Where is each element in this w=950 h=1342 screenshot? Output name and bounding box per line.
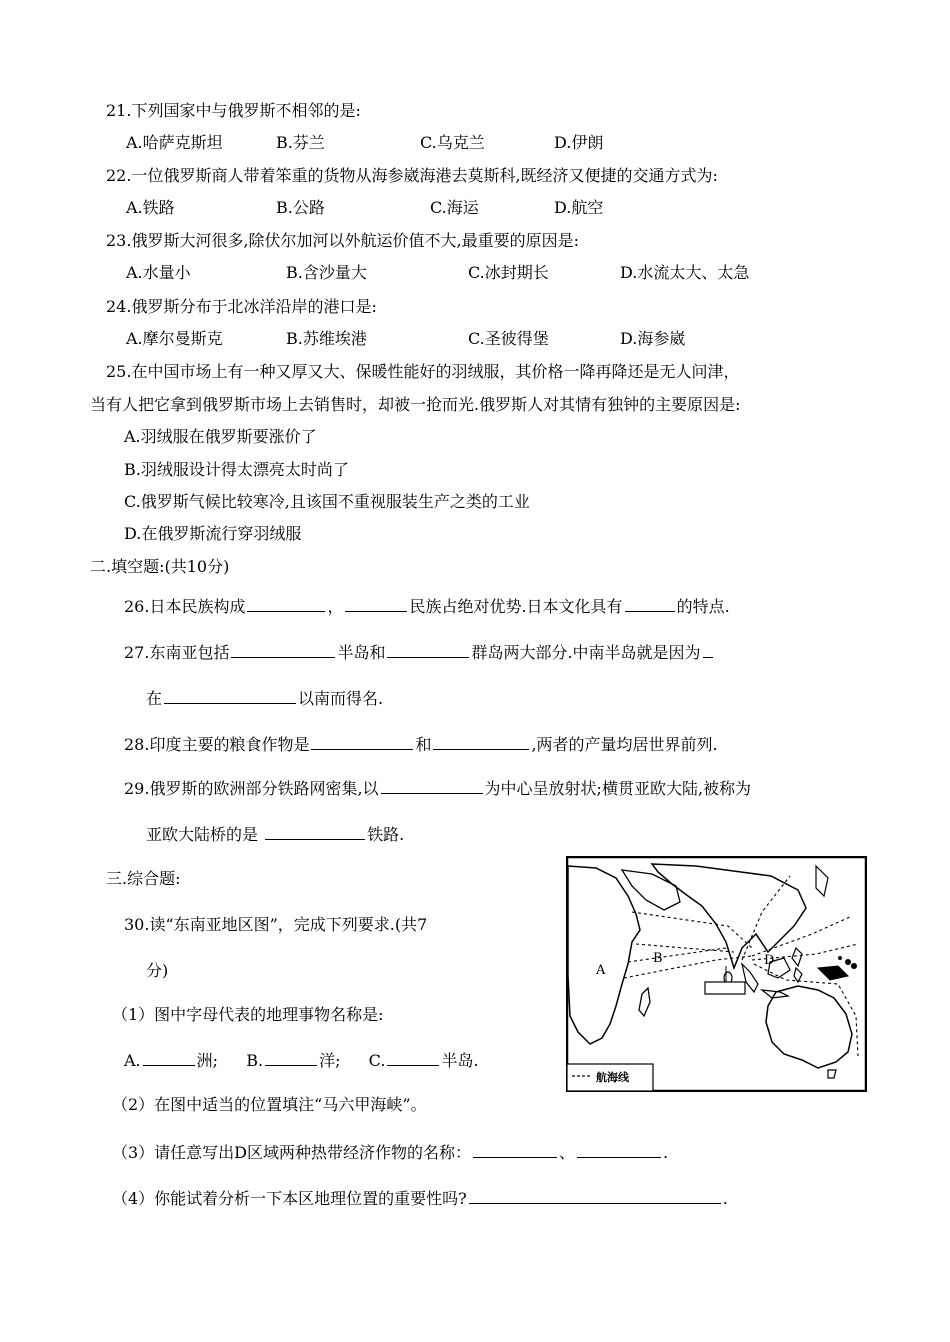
- map-legend-text: 航海线: [596, 1071, 629, 1084]
- q30-c-prefix: C.: [368, 1051, 386, 1070]
- map-label-b: B: [653, 951, 663, 966]
- q21-option-b: B.芬兰: [276, 133, 325, 152]
- q28-blank-2[interactable]: [433, 732, 529, 750]
- q22-option-c: C.海运: [430, 198, 479, 217]
- map-label-box: [705, 982, 745, 994]
- q28-text-2: 和: [415, 735, 432, 754]
- q30-sub-2: （2）在图中适当的位置填注“马六甲海峡”。: [112, 1095, 427, 1114]
- section-3-heading: 三.综合题:: [106, 869, 181, 888]
- q23-option-b: B.含沙量大: [286, 263, 367, 282]
- q23-option-c: C.冰封期长: [468, 263, 549, 282]
- q27-line-2: [146, 686, 383, 710]
- q29-line-1: [124, 776, 751, 800]
- q30-sub-3-separator: 、: [559, 1143, 576, 1162]
- q22-stem: 22.一位俄罗斯商人带着笨重的货物从海参崴海港去莫斯科,既经济又便捷的交通方式为:: [106, 166, 718, 185]
- q22-option-b: B.公路: [276, 198, 325, 217]
- q26-blank-2[interactable]: [345, 594, 407, 612]
- q30-sub-4-end: .: [722, 1189, 728, 1208]
- map-label-d: D: [764, 953, 775, 968]
- q25-option-d: D.在俄罗斯流行穿羽绒服: [124, 524, 302, 543]
- q30-b-blank[interactable]: [265, 1048, 317, 1066]
- q25-option-c: C.俄罗斯气候比较寒冷,且该国不重视服装生产之类的工业: [124, 492, 530, 511]
- q29-line-2: [146, 822, 404, 846]
- q30-sub-4-blank[interactable]: [469, 1186, 721, 1204]
- q29-text-2: 为中心呈放射状;横贯亚欧大陆,被称为: [484, 779, 752, 798]
- q30-crop-blank-1[interactable]: [473, 1140, 557, 1158]
- q30-c-blank[interactable]: [387, 1048, 439, 1066]
- q29-text-1: 29.俄罗斯的欧洲部分铁路网密集,以: [124, 779, 379, 798]
- q30-sub-3-end: .: [663, 1143, 669, 1162]
- q27-blank-2[interactable]: [387, 640, 469, 658]
- q23-option-d: D.水流太大、太急: [620, 263, 750, 282]
- q30-stem-line2: 分): [146, 961, 169, 980]
- q26-text-1: 26.日本民族构成: [124, 597, 246, 616]
- q21-option-a: A.哈萨克斯坦: [126, 133, 223, 152]
- q28-text-3: ,两者的产量均居世界前列.: [531, 735, 718, 754]
- section-2-heading: 二.填空题:(共10分): [90, 557, 230, 576]
- q30-sub-1-answers: [124, 1048, 479, 1072]
- pacific-island-dot: [851, 963, 857, 969]
- q30-a-suffix: 洲;: [196, 1051, 219, 1070]
- q25-option-a: A.羽绒服在俄罗斯要涨价了: [124, 427, 317, 446]
- q30-b-prefix: B.: [246, 1051, 264, 1070]
- q26-blank-1[interactable]: [247, 594, 325, 612]
- map-svg: [566, 856, 867, 1092]
- q30-b-suffix: 洋;: [319, 1051, 341, 1070]
- q26-text-3: 民族占绝对优势.日本文化具有: [409, 597, 623, 616]
- q21-stem: 21.下列国家中与俄罗斯不相邻的是:: [106, 101, 361, 120]
- q24-option-d: D.海参崴: [620, 329, 686, 348]
- q30-a-blank[interactable]: [143, 1048, 195, 1066]
- q30-sub-3: [112, 1140, 668, 1164]
- southeast-asia-map: [566, 856, 867, 1092]
- q28-text-1: 28.印度主要的粮食作物是: [124, 735, 310, 754]
- q30-sub-3-text: （3）请任意写出D区域两种热带经济作物的名称：: [112, 1143, 472, 1162]
- q25-option-b: B.羽绒服设计得太漂亮太时尚了: [124, 460, 349, 479]
- q30-a-prefix: A.: [124, 1051, 141, 1070]
- q27-text-4: 在: [146, 689, 163, 708]
- q30-sub-4: [112, 1186, 728, 1210]
- pacific-island-dot: [838, 956, 842, 960]
- q26-blank-3[interactable]: [625, 594, 675, 612]
- q27-line-1: [124, 640, 715, 664]
- q30-sub-4-text: （4）你能试着分析一下本区地理位置的重要性吗?: [112, 1189, 467, 1208]
- q28-line: [124, 732, 718, 756]
- q30-crop-blank-2[interactable]: [577, 1140, 661, 1158]
- q26-line: [124, 594, 730, 618]
- q30-stem-line1: 30.读“东南亚地区图”，完成下列要求.(共7: [124, 915, 428, 934]
- q21-option-d: D.伊朗: [554, 133, 604, 152]
- q26-text-2: ，: [327, 597, 344, 616]
- q27-text-5: 以南而得名.: [298, 689, 384, 708]
- q24-option-b: B.苏维埃港: [286, 329, 367, 348]
- q27-text-1: 27.东南亚包括: [124, 643, 230, 662]
- q21-option-c: C.乌克兰: [420, 133, 485, 152]
- q26-text-4: 的特点.: [676, 597, 730, 616]
- map-border: [567, 857, 866, 1091]
- q30-sub-1: （1）图中字母代表的地理事物名称是:: [112, 1005, 384, 1024]
- q30-c-suffix: 半岛.: [441, 1051, 479, 1070]
- q28-blank-1[interactable]: [311, 732, 413, 750]
- q29-blank-1[interactable]: [381, 776, 483, 794]
- q27-blank-4[interactable]: [164, 686, 296, 704]
- q29-text-3: 亚欧大陆桥的是: [146, 825, 264, 844]
- q23-option-a: A.水量小: [126, 263, 191, 282]
- q27-text-3: 群岛两大部分.中南半岛就是因为: [471, 643, 701, 662]
- q27-text-2: 半岛和: [337, 643, 386, 662]
- q22-option-d: D.航空: [554, 198, 604, 217]
- q22-option-a: A.铁路: [126, 198, 175, 217]
- map-label-a: A: [596, 963, 606, 978]
- q24-option-c: C.圣彼得堡: [468, 329, 549, 348]
- q29-blank-2[interactable]: [265, 822, 365, 840]
- q25-stem-line1: 25.在中国市场上有一种又厚又大、保暖性能好的羽绒服，其价格一降再降还是无人问津，: [106, 362, 740, 381]
- q25-stem-line2: 当有人把它拿到俄罗斯市场上去销售时，却被一抢而光.俄罗斯人对其情有独钟的主要原因是:: [90, 395, 741, 414]
- q27-blank-3[interactable]: [703, 640, 713, 658]
- q24-stem: 24.俄罗斯分布于北冰洋沿岸的港口是:: [106, 297, 377, 316]
- q23-stem: 23.俄罗斯大河很多,除伏尔加河以外航运价值不大,最重要的原因是:: [106, 231, 580, 250]
- q24-option-a: A.摩尔曼斯克: [126, 329, 223, 348]
- pacific-island-dot: [845, 959, 851, 965]
- q27-blank-1[interactable]: [231, 640, 335, 658]
- q29-text-4: 铁路.: [367, 825, 405, 844]
